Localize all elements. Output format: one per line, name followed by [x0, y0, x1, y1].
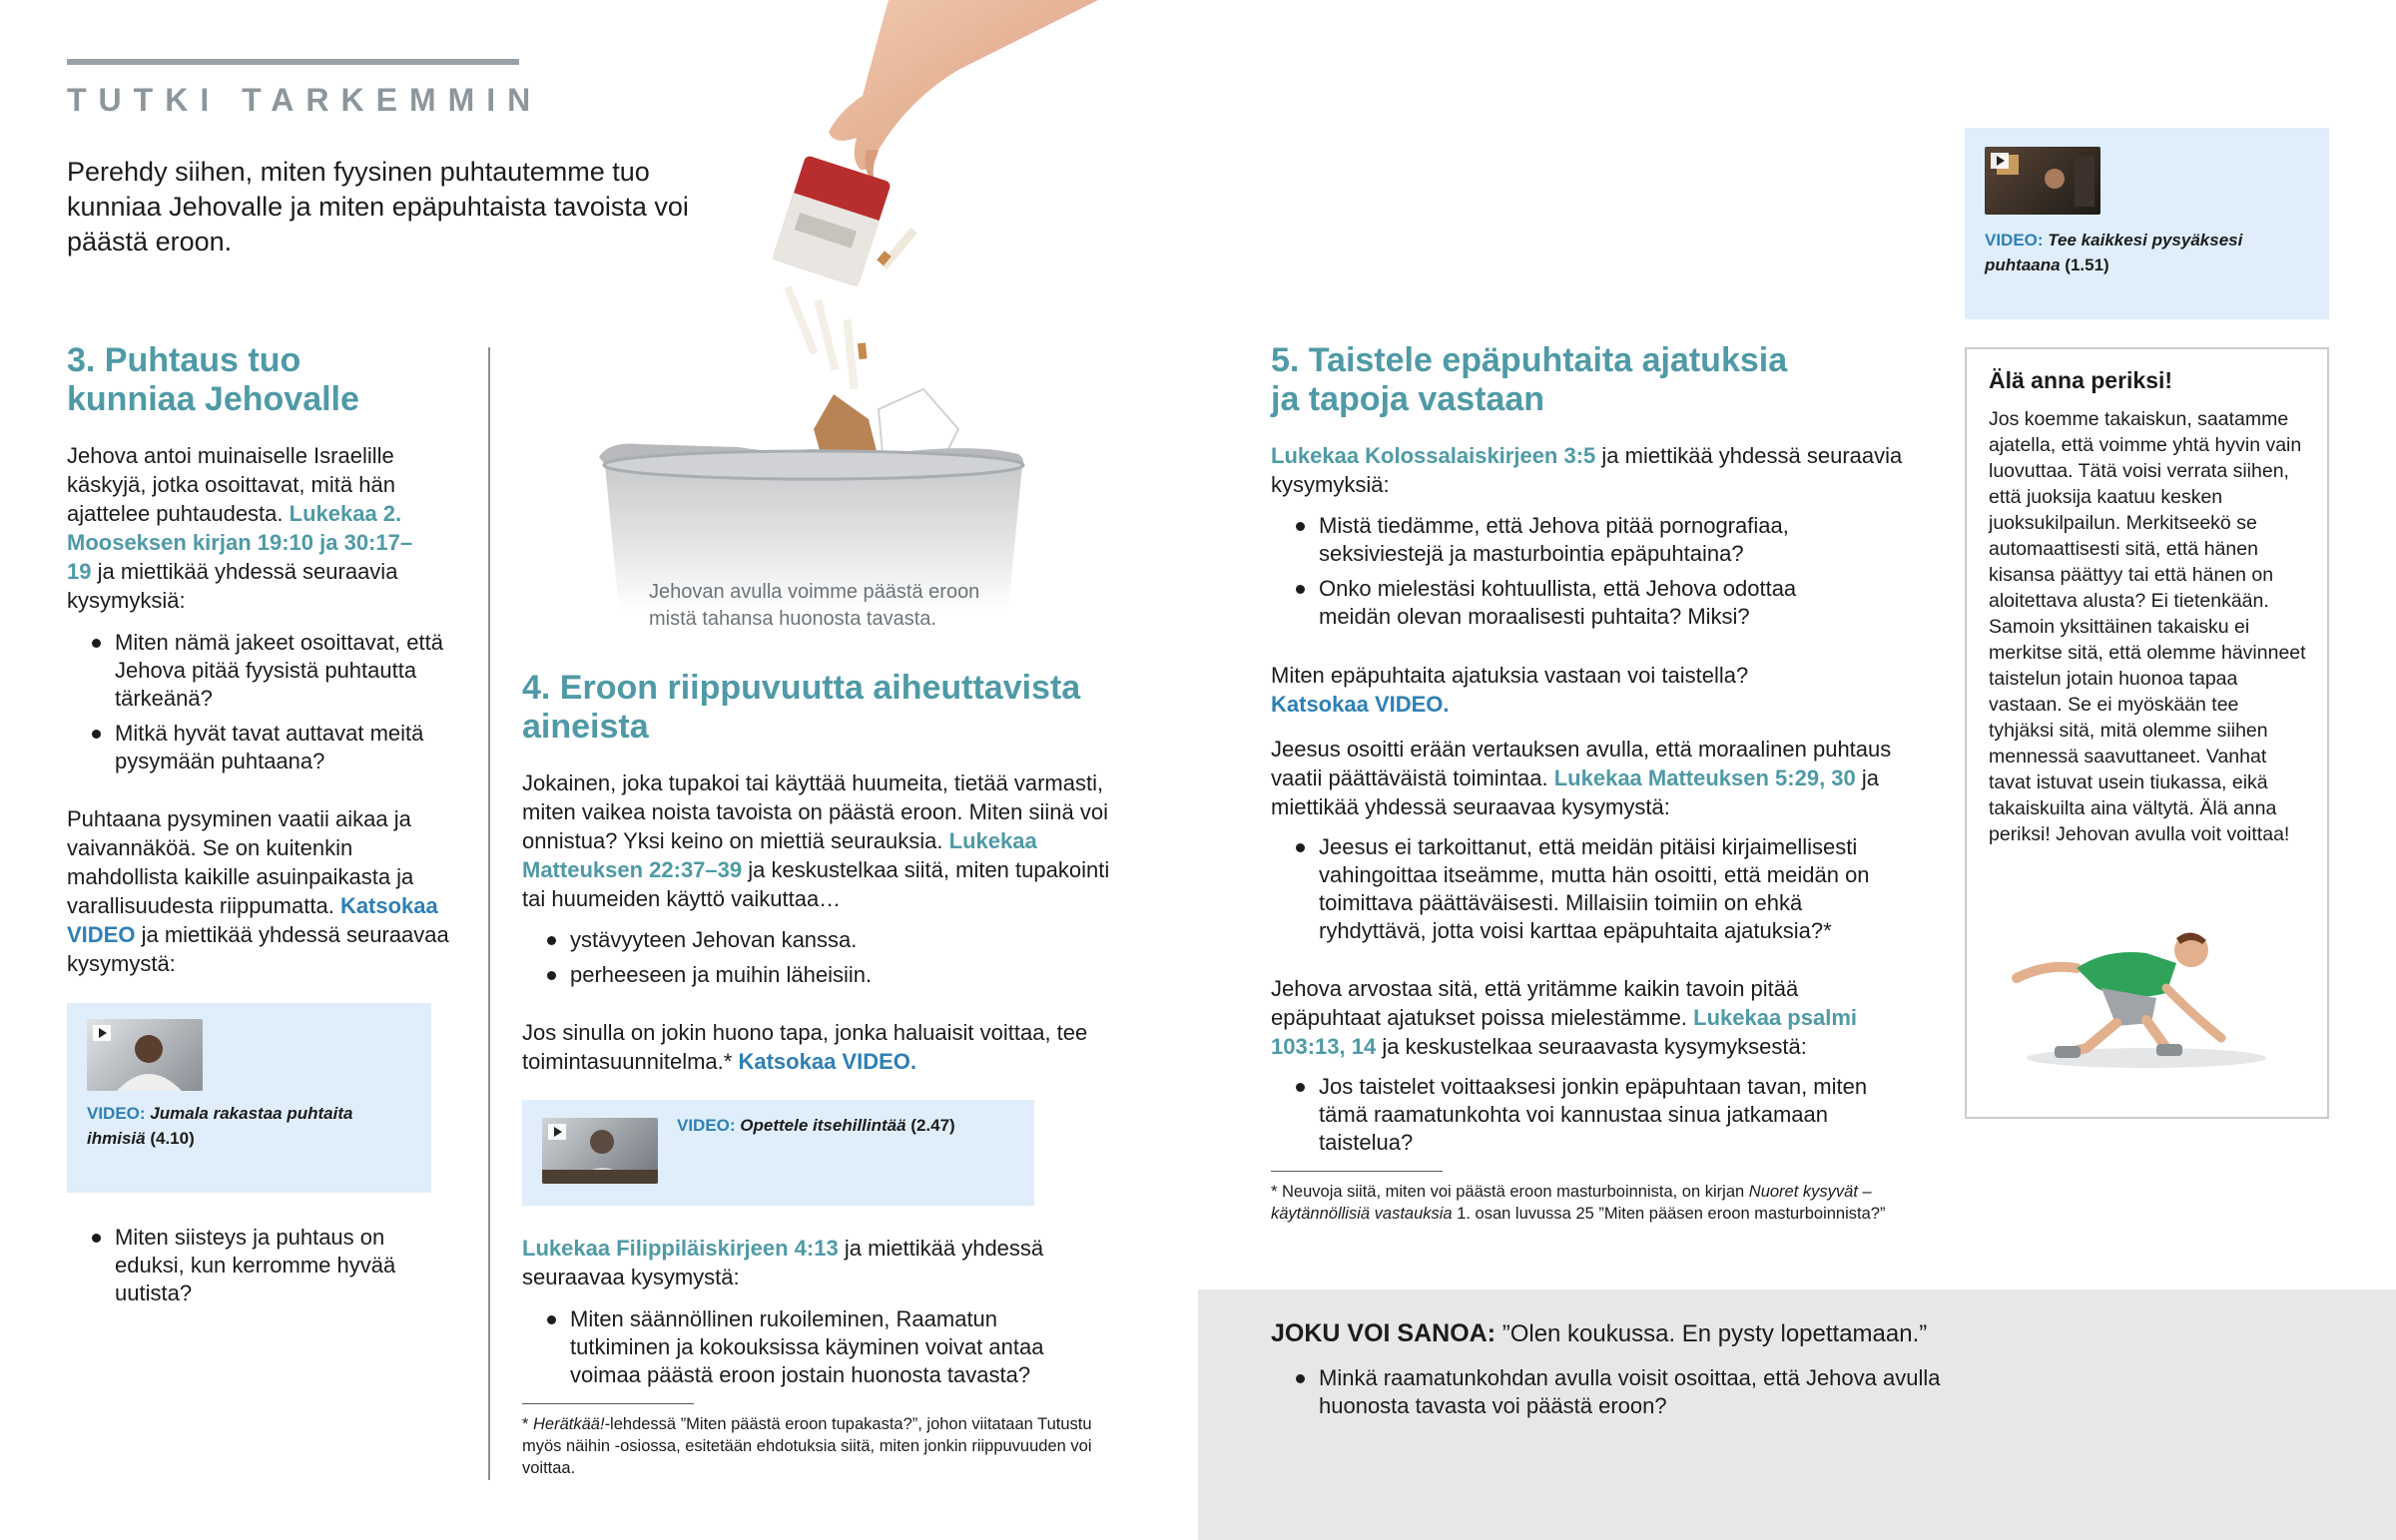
video-prefix: VIDEO: — [677, 1116, 736, 1135]
play-icon — [93, 1025, 111, 1041]
paragraph-text: Puhtaana pysyminen vaatii aikaa ja vaivannäköä. Se on kuitenkin mahdollista kaikille asuinpaikasta ja varallisuudesta riippumatta. — [67, 806, 414, 918]
paragraph-text: ja keskustelkaa seuraavasta kysymyksestä: — [1382, 1034, 1807, 1059]
section-4-paragraph-2 — [522, 1018, 1121, 1076]
video-duration: (4.10) — [150, 1129, 195, 1148]
video-title: Tee kaikkesi pysyäksesi puhtaana — [1985, 231, 2243, 274]
video-prefix: VIDEO: — [1985, 231, 2044, 250]
footnote-text: -lehdessä ”Miten päästä eroon tupakasta?”, johon viitataan Tutustu myös näihin -osiossa, esitetään ehdotuksia siitä, miten jonkin riippuvuuden voi voittaa. — [522, 1415, 1092, 1477]
section-5-bullets-3 — [1271, 1073, 1870, 1164]
video-box-1[interactable] — [67, 1003, 431, 1193]
box-title: Älä anna periksi! — [1989, 367, 2173, 393]
footnote-rule — [522, 1403, 694, 1404]
paragraph-text: ja miettikää yhdessä seuraavaa kysymystä: — [1271, 766, 1880, 819]
video-box-2[interactable] — [522, 1100, 1034, 1206]
paragraph-text: Jehova arvostaa sitä, että yritämme kaikin tavoin pitää epäpuhtaat ajatukset poissa mielestämme. — [1271, 976, 1799, 1030]
bottom-panel — [1198, 1289, 2396, 1540]
paragraph-text: ja miettikää yhdessä seuraavaa kysymystä: — [522, 1236, 1044, 1289]
question-item: Miten siisteys ja puhtaus on eduksi, kun kerromme hyvää uutista? — [67, 1224, 456, 1307]
section-5-paragraph-1 — [1271, 441, 1910, 499]
paragraph-text: Jos sinulla on jokin huono tapa, jonka haluaisit voittaa, tee toimintasuunnitelma.* — [522, 1020, 1088, 1074]
section-5-paragraph-3 — [1271, 735, 1900, 821]
video-thumbnail[interactable] — [1985, 147, 2100, 215]
video-title: Jumala rakastaa puhtaita ihmisiä — [87, 1104, 353, 1148]
paragraph-text: ja keskustelkaa siitä, miten tupakointi tai huumeiden käyttö vaikuttaa… — [522, 857, 1110, 911]
heading-line: 3. Puhtaus tuo — [67, 341, 301, 379]
section-5-bullets-1 — [1271, 512, 1830, 638]
play-icon — [1991, 153, 2009, 169]
question-item: ystävyyteen Jehovan kanssa. — [522, 926, 1121, 954]
section-3-paragraph-1 — [67, 441, 426, 615]
heading-line: ja tapoja vastaan — [1271, 380, 1545, 418]
scripture-link[interactable]: Lukekaa Matteuksen 22:37–39 — [522, 828, 1037, 882]
video-duration: (2.47) — [910, 1116, 955, 1135]
section-4-paragraph-1 — [522, 769, 1121, 913]
scripture-link[interactable]: Lukekaa 2. Mooseksen kirjan 19:10 ja 30:17–19 — [67, 501, 413, 584]
footnote-title: Herätkää! — [533, 1415, 605, 1433]
footnote-text: 1. osan luvussa 25 ”Miten pääsen eroon masturboinnista?” — [1457, 1205, 1886, 1223]
header-rule — [67, 59, 519, 65]
section-4-heading — [522, 669, 1080, 747]
section-4-bullets-2 — [522, 1305, 1091, 1396]
box-text: Jos koemme takaiskun, saatamme ajatella, että voimme yhtä hyvin vain luovuttaa. Tätä voisi verrata siihen, että juoksija kaatuu kesken juoksukilpailun. Merkitseekö se automaattisesti sitä, että hänen kisansa päättyy tai että hänen on aloitettava alusta? Ei tietenkään. Samoin yksittäinen takaisku ei merkitse sitä, että olemme hävinneet taistelun jotain huonoa tapaa vastaan. Se ei myöskään tee tyhjäksi sitä, mitä olemme siihen mennessä saavuttaneet. Vanhat tavat istuvat usein tiukassa, eikä takaiskuilta aina vältytä. Älä anna periksi! Jehovan avulla voit voittaa! — [1989, 408, 2306, 845]
question-item: perheeseen ja muihin läheisiin. — [522, 961, 1121, 989]
footnote-text: Neuvoja siitä, miten voi päästä eroon masturboinnista, on kirjan — [1282, 1183, 1745, 1201]
someone-may-say — [1271, 1317, 1927, 1350]
section-5-paragraph-4 — [1271, 974, 1910, 1061]
bottom-bullets — [1271, 1364, 2010, 1427]
paragraph-text: Jokainen, joka tupakoi tai käyttää huumeita, tietää varmasti, miten vaikea noista tavoista on päästä eroon. Miten siinä voi onnistua? Yksi keino on miettiä seurauksia. — [522, 770, 1108, 853]
question-item: Mitkä hyvät tavat auttavat meitä pysymään puhtaana? — [67, 720, 466, 775]
section-5-bullets-2 — [1271, 833, 1910, 952]
image-caption — [649, 579, 979, 633]
video-link[interactable]: Katsokaa VIDEO. — [738, 1049, 916, 1074]
footnote-marker: * — [522, 1415, 529, 1433]
video-caption — [87, 1101, 396, 1151]
intro-text: Perehdy siihen, miten fyysinen puhtautemme tuo kunniaa Jehovalle ja miten epäpuhtaista tavoista voi päästä eroon. — [67, 157, 689, 257]
footnote-rule — [1271, 1171, 1443, 1172]
scripture-link[interactable]: Lukekaa Kolossalaiskirjeen 3:5 — [1271, 443, 1596, 468]
video-box-3[interactable] — [1965, 128, 2329, 319]
scripture-link[interactable]: Lukekaa psalmi 103:13, 14 — [1271, 1005, 1858, 1059]
paragraph-text: ja miettikää yhdessä seuraavia kysymyksiä: — [67, 559, 398, 613]
footnote-title: Nuoret kysyvät – käytännöllisiä vastauksia — [1271, 1183, 1872, 1223]
footnote-marker: * — [1271, 1183, 1278, 1201]
heading-line: aineista — [522, 708, 649, 746]
video-prefix: VIDEO: — [87, 1104, 146, 1123]
paragraph-text: ja miettikää yhdessä seuraavia kysymyksiä: — [1271, 443, 1903, 497]
paragraph-text: Jeesus osoitti erään vertauksen avulla, että moraalinen puhtaus vaatii päättäväistä toimintaa. — [1271, 737, 1892, 790]
section-3-bullets-2 — [67, 1224, 456, 1314]
question-item: Miten säännöllinen rukoileminen, Raamatun tutkiminen ja kokouksissa käyminen voivat antaa voimaa päästä eroon jostain huonosta tavasta? — [522, 1305, 1091, 1389]
encouragement-box — [1965, 347, 2329, 1119]
section-5-paragraph-2 — [1271, 661, 1910, 719]
question-item: Jeesus ei tarkoittanut, että meidän pitäisi kirjaimellisesti vahingoittaa itseämme, mutta hän osoitti, että meidän on toimittava päättäväisesti. Millaisiin toimiin on ehkä ryhdyttävä, jotta voisi karttaa epäpuhtaita ajatuksia?* — [1271, 833, 1910, 945]
runner-illustration — [2007, 908, 2286, 1078]
heading-line: 5. Taistele epäpuhtaita ajatuksia — [1271, 341, 1788, 379]
question-item: Onko mielestäsi kohtuullista, että Jehova odottaa meidän olevan moraalisesti puhtaita? Miksi? — [1271, 575, 1830, 631]
video-title: Opettele itsehillintää — [740, 1116, 906, 1135]
trash-can-illustration — [579, 0, 1138, 609]
section-4-paragraph-3 — [522, 1234, 1121, 1291]
video-caption — [677, 1113, 1016, 1138]
page-title: TUTKI TARKEMMIN — [67, 82, 543, 118]
video-duration: (1.51) — [2065, 256, 2109, 274]
callout-quote: ”Olen koukussa. En pysty lopettamaan.” — [1501, 1320, 1928, 1347]
section-4-footnote — [522, 1413, 1101, 1479]
play-icon — [548, 1124, 566, 1140]
section-3-heading — [67, 341, 359, 419]
caption-line: Jehovan avulla voimme päästä eroon — [649, 581, 980, 603]
scripture-link[interactable]: Lukekaa Matteuksen 5:29, 30 — [1553, 766, 1856, 790]
paragraph-text: ja miettikää yhdessä seuraavaa kysymystä: — [67, 922, 449, 976]
heading-line: kunniaa Jehovalle — [67, 380, 359, 418]
paragraph-text: Miten epäpuhtaita ajatuksia vastaan voi taistella? — [1271, 663, 1749, 688]
video-thumbnail[interactable] — [87, 1019, 203, 1091]
callout-label: JOKU VOI SANOA: — [1271, 1319, 1497, 1347]
question-item: Jos taistelet voittaaksesi jonkin epäpuhtaan tavan, miten tämä raamatunkohta voi kannustaa sinua jatkamaan taistelua? — [1271, 1073, 1870, 1157]
caption-line: mistä tahansa huonosta tavasta. — [649, 608, 936, 630]
video-thumbnail[interactable] — [542, 1118, 658, 1184]
section-5-heading — [1271, 341, 1787, 419]
heading-line: 4. Eroon riippuvuutta aiheuttavista — [522, 669, 1081, 707]
question-item: Minkä raamatunkohdan avulla voisit osoittaa, että Jehova avulla huonosta tavasta voi päästä eroon? — [1271, 1364, 2010, 1420]
scripture-link[interactable]: Lukekaa Filippiläiskirjeen 4:13 — [522, 1236, 839, 1261]
section-5-footnote — [1271, 1181, 1910, 1225]
video-link[interactable]: Katsokaa VIDEO. — [1271, 692, 1450, 717]
question-item: Miten nämä jakeet osoittavat, että Jehova pitää fyysistä puhtautta tärkeänä? — [67, 629, 466, 713]
video-link[interactable]: Katsokaa VIDEO — [67, 893, 438, 947]
question-item: Mistä tiedämme, että Jehova pitää pornografiaa, seksiviestejä ja masturbointia epäpuhtaina? — [1271, 512, 1830, 568]
section-3-paragraph-2 — [67, 804, 466, 978]
section-4-bullets-1 — [522, 926, 1121, 996]
video-caption — [1985, 228, 2314, 277]
paragraph-text: Jehova antoi muinaiselle Israelille käskyjä, jotka osoittavat, mitä hän ajattelee puhtaudesta. — [67, 443, 395, 526]
section-3-bullets-1 — [67, 629, 466, 782]
column-divider — [488, 347, 490, 1480]
